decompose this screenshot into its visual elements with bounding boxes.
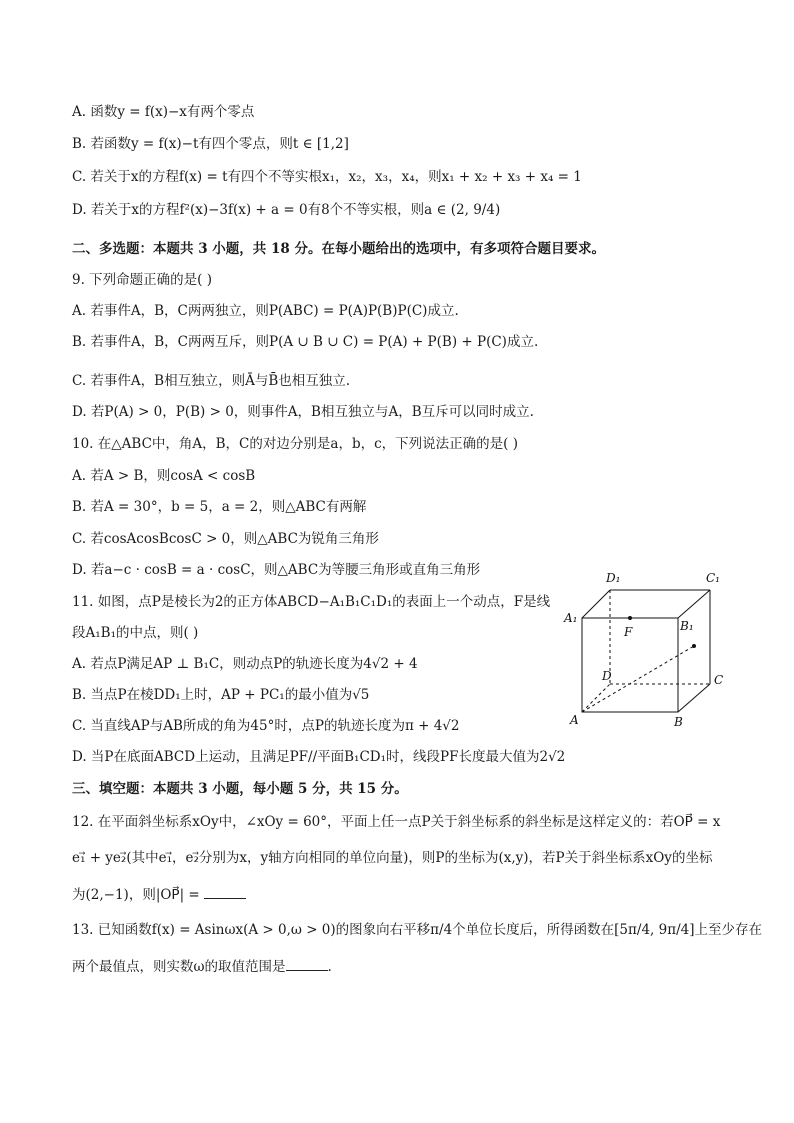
question-12-line3-text: 为(2,−1)，则|OP⃗| = — [72, 887, 205, 903]
option-d-q11: D. 当P在底面ABCD上运动，且满足PF//平面B₁CD₁时，线段PF长度最大值为2√2 — [72, 749, 566, 765]
option-d-q9: D. 若P(A) > 0，P(B) > 0，则事件A，B相互独立与A，B互斥可以同时成立. — [72, 404, 534, 420]
label-d: D — [602, 669, 612, 683]
label-a: A — [570, 713, 579, 727]
question-13-line2 — [72, 956, 332, 977]
label-a1: A₁ — [564, 611, 578, 625]
label-b1: B₁ — [680, 619, 694, 633]
section-heading-fill-in: 三、填空题：本题共 3 小题，每小题 5 分，共 15 分。 — [72, 781, 408, 797]
answer-blank-q12[interactable] — [204, 884, 246, 899]
label-d1: D₁ — [606, 571, 621, 585]
cube-edge-bc — [678, 684, 710, 712]
option-c-q10: C. 若cosAcosBcosC > 0，则△ABC为锐角三角形 — [72, 531, 379, 547]
cube-diagram-svg — [548, 560, 738, 730]
option-a-q8: A. 函数y = f(x)−x有两个零点 — [72, 104, 255, 120]
cube-figure — [548, 560, 738, 730]
question-12-line1: 12. 在平面斜坐标系xOy中，∠xOy = 60°，平面上任一点P关于斜坐标系的斜坐标是这样定义的：若OP⃗ = x — [72, 814, 721, 830]
option-d-q10: D. 若a−c · cosB = a · cosC，则△ABC为等腰三角形或直角三角形 — [72, 562, 481, 578]
cube-edge-a1d1 — [582, 590, 610, 618]
section-heading-multiple-choice: 二、多选题：本题共 3 小题，共 18 分。在每小题给出的选项中，有多项符合题目要求。 — [72, 241, 605, 257]
option-a-q10: A. 若A > B，则cosA < cosB — [72, 468, 256, 484]
cube-edge-b1c1 — [678, 590, 710, 618]
question-9-stem: 9. 下列命题正确的是( ) — [72, 272, 212, 288]
label-f: F — [624, 625, 633, 639]
question-13-line1: 13. 已知函数f(x) = Asinωx(A > 0,ω > 0)的图象向右平移π/4个单位长度后，所得函数在[5π/4, 9π/4]上至少存在 — [72, 922, 762, 938]
question-11-stem-line2: 段A₁B₁的中点，则( ) — [72, 625, 199, 641]
option-c-q11: C. 当直线AP与AB所成的角为45°时，点P的轨迹长度为π + 4√2 — [72, 718, 460, 734]
question-13-line2-text: 两个最值点，则实数ω的取值范围是 — [72, 959, 286, 975]
option-a-q11: A. 若点P满足AP ⊥ B₁C，则动点P的轨迹长度为4√2 + 4 — [72, 656, 418, 672]
question-12-line2: e₁⃗ + ye₂⃗(其中e₁⃗，e₂⃗分别为x，y轴方向相同的单位向量)，则P的坐标为(x,y)，若P关于斜坐标系xOy的坐标 — [72, 850, 713, 866]
question-12-line3 — [72, 884, 246, 905]
option-b-q11: B. 当点P在棱DD₁上时，AP + PC₁的最小值为√5 — [72, 687, 370, 703]
label-b: B — [674, 715, 683, 729]
point-f — [628, 616, 632, 620]
label-c: C — [714, 673, 724, 687]
answer-blank-q13[interactable] — [286, 956, 328, 971]
option-d-q8: D. 若关于x的方程f²(x)−3f(x) + a = 0有8个不等实根，则a ∈ (2, 9/4) — [72, 202, 501, 218]
cube-hidden-diagonal — [582, 646, 694, 712]
option-b-q10: B. 若A = 30°，b = 5，a = 2，则△ABC有两解 — [72, 499, 367, 515]
point-p — [692, 644, 696, 648]
option-c-q8: C. 若关于x的方程f(x) = t有四个不等实根x₁，x₂，x₃，x₄，则x₁ + x₂ + x₃ + x₄ = 1 — [72, 169, 582, 185]
question-13-period: . — [327, 959, 332, 975]
option-a-q9: A. 若事件A，B，C两两独立，则P(ABC) = P(A)P(B)P(C)成立. — [72, 303, 459, 319]
label-c1: C₁ — [706, 571, 720, 585]
option-b-q9: B. 若事件A，B，C两两互斥，则P(A ∪ B ∪ C) = P(A) + P(B) + P(C)成立. — [72, 334, 539, 350]
option-b-q8: B. 若函数y = f(x)−t有四个零点，则t ∈ [1,2] — [72, 136, 349, 152]
question-10-stem: 10. 在△ABC中，角A，B，C的对边分别是a，b，c，下列说法正确的是( ) — [72, 436, 518, 452]
question-11-stem-line1: 11. 如图，点P是棱长为2的正方体ABCD−A₁B₁C₁D₁的表面上一个动点，F是线 — [72, 594, 551, 610]
option-c-q9: C. 若事件A，B相互独立，则Ā与B̄也相互独立. — [72, 373, 351, 389]
cube-hidden-edge-ad — [582, 684, 610, 712]
